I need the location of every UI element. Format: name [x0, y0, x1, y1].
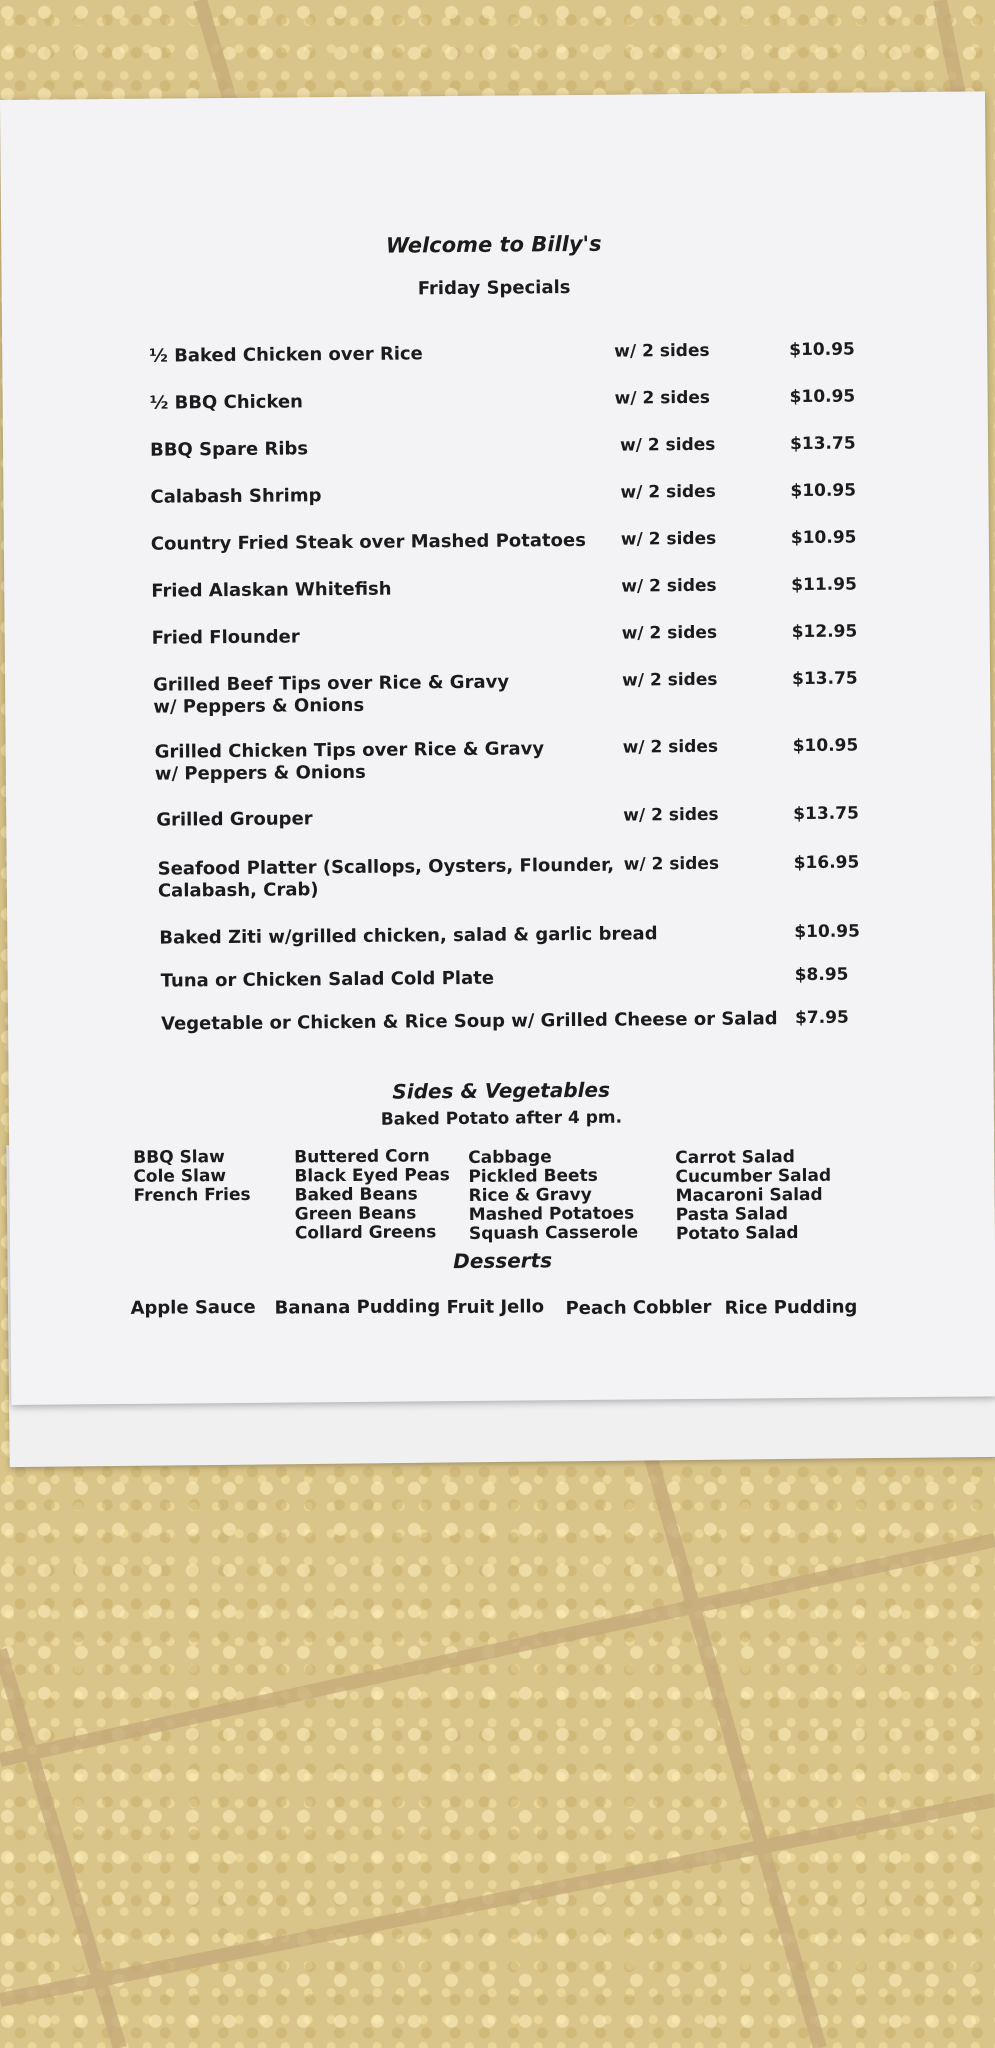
side-item: Pasta Salad	[675, 1204, 789, 1226]
item-side: w/ 2 sides	[614, 340, 710, 362]
side-item: Pickled Beets	[468, 1165, 598, 1187]
side-item: Buttered Corn	[294, 1146, 430, 1168]
side-item: Cabbage	[468, 1147, 552, 1168]
item-name: ½ BBQ Chicken	[149, 391, 304, 414]
item-side: w/ 2 sides	[619, 434, 716, 456]
item-name: Calabash Shrimp	[150, 485, 322, 508]
item-name: Grilled Grouper	[156, 808, 313, 831]
item-name-continued: w/ Peppers & Onions	[153, 694, 365, 718]
item-side: w/ 2 sides	[622, 736, 719, 758]
item-price: $13.75	[793, 803, 859, 825]
item-price: $10.95	[790, 527, 857, 549]
item-name: Baked Ziti w/grilled chicken, salad & garlic bread	[159, 923, 658, 949]
side-item: BBQ Slaw	[133, 1147, 225, 1168]
sides-title: Sides & Vegetables	[392, 1077, 611, 1104]
dessert-item: Fruit Jello	[446, 1296, 545, 1319]
side-item: Cole Slaw	[133, 1166, 227, 1187]
item-price: $10.95	[789, 339, 855, 361]
menu-subtitle: Friday Specials	[417, 277, 571, 300]
item-name: ½ Baked Chicken over Rice	[149, 343, 423, 367]
side-item: Black Eyed Peas	[294, 1165, 450, 1187]
side-item: Macaroni Salad	[675, 1184, 823, 1207]
dessert-item: Rice Pudding	[724, 1296, 858, 1319]
item-side: w/ 2 sides	[620, 528, 717, 550]
side-item: Green Beans	[294, 1203, 417, 1225]
dessert-item: Apple Sauce	[130, 1296, 256, 1319]
side-item: Baked Beans	[294, 1184, 418, 1206]
item-price: $16.95	[793, 852, 860, 874]
item-name: Grilled Chicken Tips over Rice & Gravy	[154, 738, 545, 763]
side-item: French Fries	[133, 1184, 251, 1206]
item-side: w/ 2 sides	[622, 669, 718, 691]
item-price: $7.95	[794, 1007, 849, 1029]
item-name: Fried Alaskan Whitefish	[151, 578, 392, 602]
item-price: $10.95	[790, 480, 857, 502]
item-side: w/ 2 sides	[623, 853, 720, 875]
item-name: Seafood Platter (Scallops, Oysters, Flounder,	[157, 854, 615, 880]
item-side: w/ 2 sides	[621, 622, 718, 644]
item-name: Tuna or Chicken Salad Cold Plate	[160, 967, 495, 992]
sides-column-3	[468, 1147, 638, 1243]
desserts-title: Desserts	[453, 1248, 553, 1274]
menu-sheet	[0, 91, 995, 1405]
menu-title: Welcome to Billy's	[385, 231, 602, 258]
sides-column-1	[133, 1148, 251, 1206]
item-side: w/ 2 sides	[614, 387, 711, 409]
item-side: w/ 2 sides	[621, 575, 717, 597]
item-price: $10.95	[789, 386, 856, 408]
side-item: Carrot Salad	[675, 1147, 795, 1169]
sides-column-2	[294, 1147, 450, 1243]
item-name: Grilled Beef Tips over Rice & Gravy	[153, 671, 510, 696]
item-name: Country Fried Steak over Mashed Potatoes	[150, 529, 586, 555]
item-name: BBQ Spare Ribs	[149, 438, 309, 461]
item-price: $11.95	[791, 574, 857, 596]
side-item: Potato Salad	[675, 1223, 799, 1245]
item-price: $8.95	[794, 964, 849, 986]
item-name: Vegetable or Chicken & Rice Soup w/ Grilled Cheese or Salad	[160, 1008, 778, 1035]
item-price: $10.95	[792, 735, 859, 757]
item-name: Fried Flounder	[151, 626, 300, 649]
side-item: Squash Casserole	[468, 1222, 639, 1244]
dessert-item: Peach Cobbler	[565, 1296, 712, 1320]
item-price: $10.95	[794, 921, 860, 943]
item-side: w/ 2 sides	[620, 481, 716, 503]
side-item: Rice & Gravy	[468, 1184, 592, 1206]
item-name-continued: Calabash, Crab)	[157, 879, 319, 902]
side-item: Cucumber Salad	[675, 1165, 832, 1188]
item-price: $12.95	[791, 621, 858, 643]
sides-column-4	[675, 1148, 831, 1244]
item-side: w/ 2 sides	[623, 804, 719, 826]
side-item: Collard Greens	[294, 1222, 437, 1244]
item-price: $13.75	[791, 668, 858, 690]
dessert-item: Banana Pudding	[274, 1296, 441, 1319]
item-name-continued: w/ Peppers & Onions	[154, 761, 366, 785]
side-item: Mashed Potatoes	[468, 1203, 635, 1225]
sides-note: Baked Potato after 4 pm.	[380, 1107, 623, 1130]
item-price: $13.75	[789, 433, 856, 455]
